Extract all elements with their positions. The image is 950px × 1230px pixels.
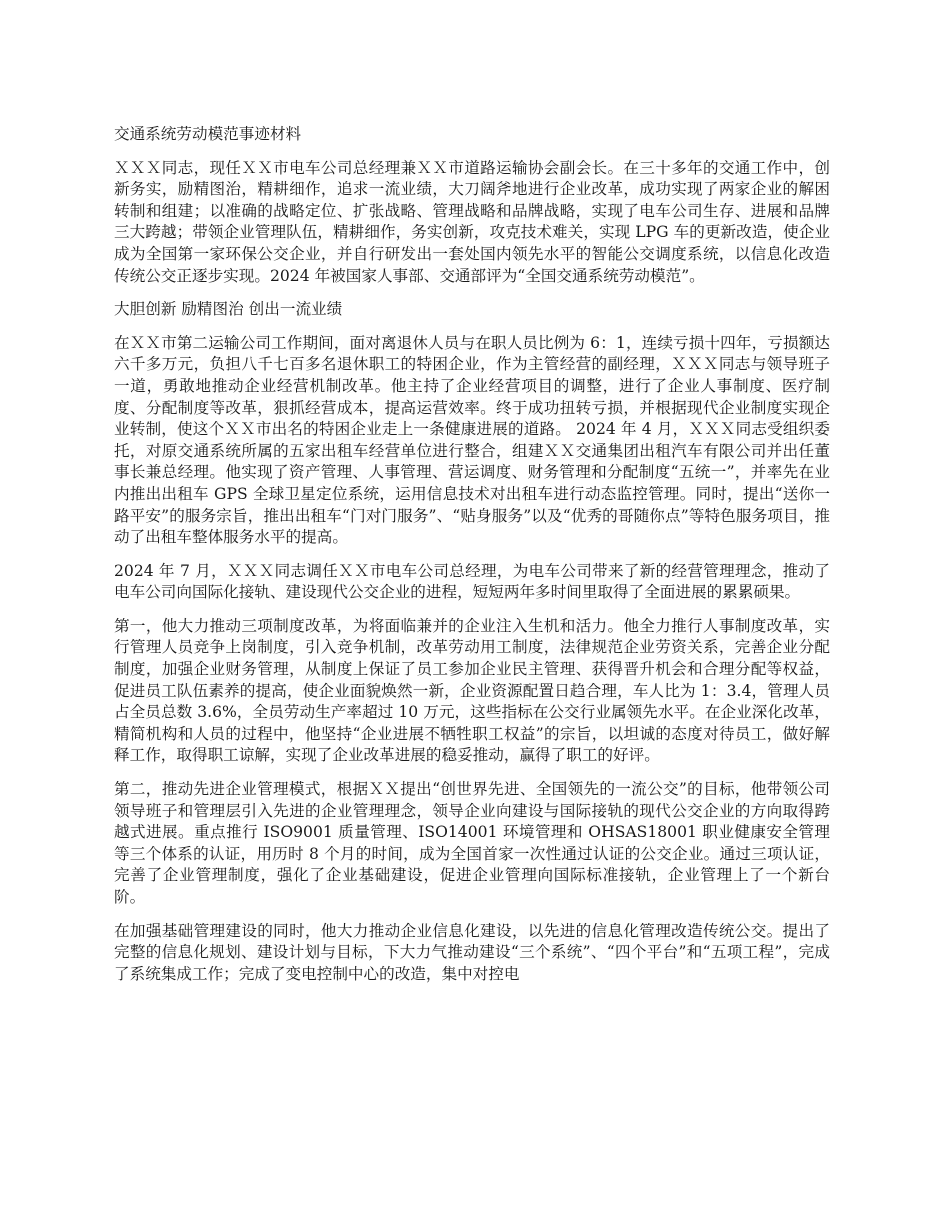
body-paragraph: 第一，他大力推动三项制度改革，为将面临兼并的企业注入生机和活力。他全力推行人事制度改革，实行管理人员竞争上岗制度，引入竞争机制，改革劳动用工制度，法律规范企业劳资关系，完善企业分配制度，加强企业财务管理，从制度上保证了员工参加企业民主管理、获得晋升机会和合理分配等权益，促进员工队伍素养的提高，使企业面貌焕然一新，企业资源配置日趋合理，车人比为 1：3.4，管理人员占全员总数 3.6%，全员劳动生产率超过 10 万元，这些指标在公交行业属领先水平。在企业深化改革，精简机构和人员的过程中，他坚持“企业进展不牺牲职工权益”的宗旨，以坦诚的态度对待员工，做好解释工作，取得职工谅解，实现了企业改革进展的稳妥推动，赢得了职工的好评。 [114,616,830,765]
document-title: 交通系统劳动模范事迹材料 [114,125,302,143]
body-paragraph: 2024 年 7 月，ＸＸＸ同志调任ＸＸ市电车公司总经理，为电车公司带来了新的经营管理理念，推动了电车公司向国际化接轨、建设现代公交企业的进程，短短两年多时间里取得了全面进展的累累硕果。 [114,561,830,602]
document-page [114,124,830,997]
body-paragraph: 第二，推动先进企业管理模式，根据ＸＸ提出“创世界先进、全国领先的一流公交”的目标，他带领公司领导班子和管理层引入先进的企业管理理念，领导企业向建设与国际接轨的现代公交企业的方向取得跨越式进展。重点推行 ISO9001 质量管理、ISO14001 环境管理和 OHSAS18001 职业健康安全管理等三个体系的认证，用历时 8 个月的时间，成为全国首家一次性通过认证的公交企业。通过三项认证，完善了企业管理制度，强化了企业基础建设，促进企业管理向国际标准接轨，企业管理上了一个新台阶。 [114,780,830,906]
section-heading: 大胆创新 励精图治 创出一流业绩 [114,300,343,319]
body-paragraph: 在加强基础管理建设的同时，他大力推动企业信息化建设，以先进的信息化管理改造传统公交。提出了完整的信息化规划、建设计划与目标，下大力气推动建设“三个系统”、“四个平台”和“五项工程”，完成了系统集成工作；完成了变电控制中心的改造，集中对控电 [114,921,830,983]
intro-paragraph: ＸＸＸ同志，现任ＸＸ市电车公司总经理兼ＸＸ市道路运输协会副会长。在三十多年的交通工作中，创新务实，励精图治，精耕细作，追求一流业绩，大刀阔斧地进行企业改革，成功实现了两家企业的解困转制和组建；以准确的战略定位、扩张战略、管理战略和品牌战略，实现了电车公司生存、进展和品牌三大跨越；带领企业管理队伍，精耕细作，务实创新，攻克技术难关，实现 LPG 车的更新改造，使企业成为全国第一家环保公交企业，并自行研发出一套处国内领先水平的智能公交调度系统，以信息化改造传统公交正逐步实现。2024 年被国家人事部、交通部评为“全国交通系统劳动模范”。 [114,158,830,285]
body-paragraph: 在ＸＸ市第二运输公司工作期间，面对离退休人员与在职人员比例为 6：1，连续亏损十四年，亏损额达六千多万元，负担八千七百多名退休职工的特困企业，作为主管经营的副经理，ＸＸＸ同志与领导班子一道，勇敢地推动企业经营机制改革。他主持了企业经营项目的调整，进行了企业人事制度、医疗制度、分配制度等改革，狠抓经营成本，提高运营效率。终于成功扭转亏损，并根据现代企业制度实现企业转制，使这个ＸＸ市出名的特困企业走上一条健康进展的道路。 2024 年 4 月，ＸＸＸ同志受组织委托，对原交通系统所属的五家出租车经营单位进行整合，组建ＸＸ交通集团出租汽车有限公司并出任董事长兼总经理。他实现了资产管理、人事管理、营运调度、财务管理和分配制度“五统一”，并率先在业内推出出租车 GPS 全球卫星定位系统，运用信息技术对出租车进行动态监控管理。同时，提出“送你一路平安”的服务宗旨，推出出租车“门对门服务”、“贴身服务”以及“优秀的哥随你点”等特色服务项目，推动了出租车整体服务水平的提高。 [114,333,830,547]
